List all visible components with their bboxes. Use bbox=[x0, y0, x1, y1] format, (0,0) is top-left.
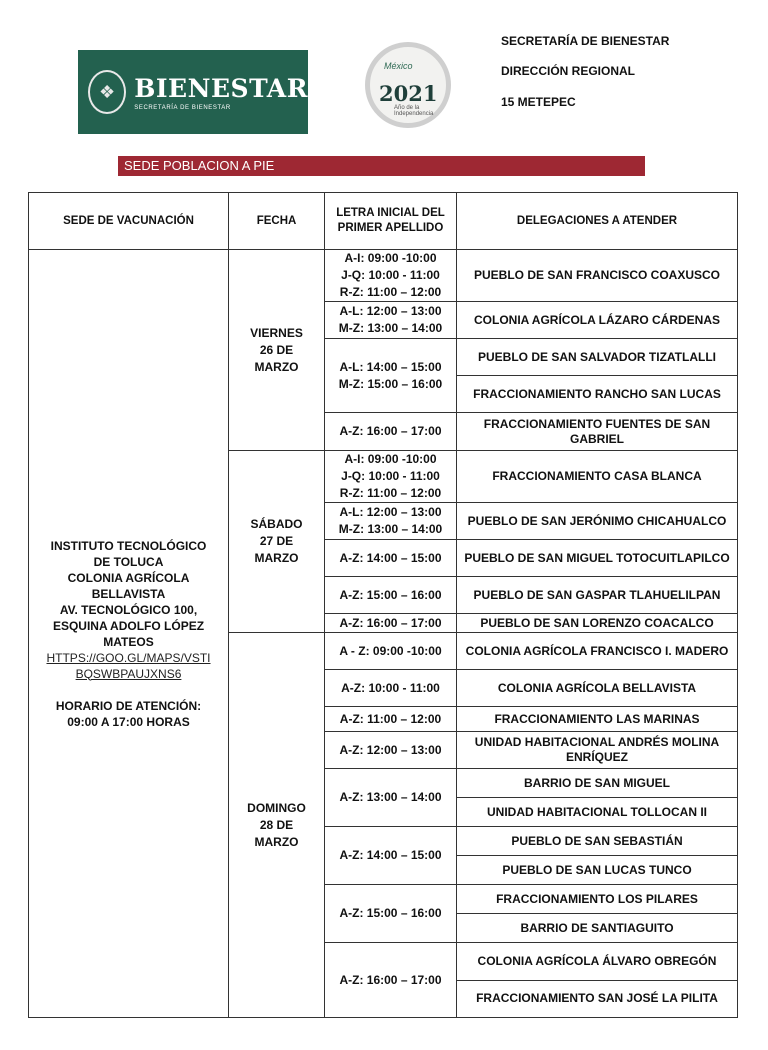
site-line: BELLAVISTA bbox=[91, 586, 166, 601]
time-slot: J-Q: 10:00 - 11:00 bbox=[341, 268, 440, 282]
time-slot: J-Q: 10:00 - 11:00 bbox=[341, 469, 440, 483]
time-slot: R-Z: 11:00 – 12:00 bbox=[339, 285, 442, 299]
delegation-cell: PUEBLO DE SAN GASPAR TLAHUELILPAN bbox=[457, 577, 738, 614]
time-slot: A-Z: 14:00 – 15:00 bbox=[339, 550, 442, 565]
delegation-cell: PUEBLO DE SAN LUCAS TUNCO bbox=[457, 856, 738, 885]
site-line: DE TOLUCA bbox=[93, 554, 164, 569]
time-slot: A-L: 14:00 – 15:00 bbox=[339, 359, 442, 374]
header-line-direccion: DIRECCIÓN REGIONAL bbox=[501, 64, 636, 78]
delegation-cell: COLONIA AGRÍCOLA FRANCISCO I. MADERO bbox=[457, 633, 738, 670]
time-slot: A-Z: 16:00 – 17:00 bbox=[339, 972, 442, 987]
delegation-cell: FRACCIONAMIENTO CASA BLANCA bbox=[457, 451, 738, 503]
site-line: AV. TECNOLÓGICO 100, bbox=[59, 602, 198, 617]
time-slot: A-I: 09:00 -10:00 bbox=[344, 251, 437, 265]
delegation-cell: FRACCIONAMIENTO RANCHO SAN LUCAS bbox=[457, 376, 738, 413]
delegation-cell: BARRIO DE SANTIAGUITO bbox=[457, 914, 738, 943]
hours-line: HORARIO DE ATENCIÓN: bbox=[55, 698, 202, 713]
delegation-cell: FRACCIONAMIENTO LOS PILARES bbox=[457, 885, 738, 914]
maps-link[interactable]: HTTPS://GOO.GL/MAPS/VSTI bbox=[46, 650, 211, 665]
header-delegaciones: DELEGACIONES A ATENDER bbox=[457, 193, 738, 250]
time-cell bbox=[325, 732, 457, 769]
time-slot: A-Z: 11:00 – 12:00 bbox=[339, 711, 442, 726]
delegation-cell: FRACCIONAMIENTO FUENTES DE SAN GABRIEL bbox=[457, 413, 738, 451]
date-line: 27 DE bbox=[259, 534, 294, 548]
time-slot: A-L: 12:00 – 13:00 bbox=[339, 304, 442, 318]
time-slot: A-I: 09:00 -10:00 bbox=[344, 452, 437, 466]
time-cell bbox=[325, 827, 457, 885]
delegation-cell: UNIDAD HABITACIONAL TOLLOCAN II bbox=[457, 798, 738, 827]
time-slot: A-Z: 15:00 – 16:00 bbox=[339, 906, 442, 920]
delegation-cell: PUEBLO DE SAN SEBASTIÁN bbox=[457, 827, 738, 856]
date-line: SÁBADO bbox=[250, 517, 303, 531]
site-line: ESQUINA ADOLFO LÓPEZ bbox=[52, 618, 205, 633]
logo-title: BIENESTAR bbox=[134, 73, 308, 103]
table-row bbox=[29, 250, 738, 302]
delegation-cell: FRACCIONAMIENTO SAN JOSÉ LA PILITA bbox=[457, 980, 738, 1018]
header-fecha: FECHA bbox=[229, 193, 325, 250]
delegation-cell: PUEBLO DE SAN FRANCISCO COAXUSCO bbox=[457, 250, 738, 302]
date-cell bbox=[229, 250, 325, 451]
time-cell bbox=[325, 503, 457, 540]
time-cell bbox=[325, 633, 457, 670]
time-slot: A-Z: 14:00 – 15:00 bbox=[339, 848, 442, 862]
date-line: VIERNES bbox=[250, 325, 303, 340]
delegation-cell: PUEBLO DE SAN MIGUEL TOTOCUITLAPILCO bbox=[457, 540, 738, 577]
time-cell bbox=[325, 250, 457, 302]
time-slot: A-Z: 16:00 – 17:00 bbox=[339, 615, 442, 630]
time-slot: A-Z: 15:00 – 16:00 bbox=[339, 587, 442, 602]
time-cell bbox=[325, 413, 457, 451]
spacer bbox=[31, 682, 226, 698]
section-banner: SEDE POBLACION A PIE bbox=[118, 156, 645, 176]
delegation-cell: COLONIA AGRÍCOLA BELLAVISTA bbox=[457, 670, 738, 707]
time-slot: M-Z: 13:00 – 14:00 bbox=[338, 522, 443, 536]
header-line-secretaria: SECRETARÍA DE BIENESTAR bbox=[501, 34, 670, 48]
time-slot: M-Z: 15:00 – 16:00 bbox=[338, 376, 443, 391]
date-line: 26 DE bbox=[259, 342, 294, 357]
time-cell bbox=[325, 885, 457, 943]
schedule-table bbox=[28, 192, 738, 1018]
delegation-cell: PUEBLO DE SAN SALVADOR TIZATLALLI bbox=[457, 339, 738, 376]
delegation-cell: UNIDAD HABITACIONAL ANDRÉS MOLINA ENRÍQUEZ bbox=[457, 732, 738, 769]
time-slot: A-Z: 13:00 – 14:00 bbox=[339, 790, 442, 804]
date-line: MARZO bbox=[254, 551, 299, 565]
mexico-seal-icon: ❖ bbox=[88, 70, 126, 114]
time-cell bbox=[325, 943, 457, 1018]
site-line: INSTITUTO TECNOLÓGICO bbox=[50, 538, 207, 553]
time-cell bbox=[325, 577, 457, 614]
badge-year: 2021 bbox=[379, 81, 438, 106]
date-line: MARZO bbox=[254, 359, 299, 374]
date-cell bbox=[229, 633, 325, 1018]
time-cell bbox=[325, 451, 457, 503]
delegation-cell: COLONIA AGRÍCOLA ÁLVARO OBREGÓN bbox=[457, 943, 738, 981]
badge-subtitle: Año de la Independencia bbox=[394, 105, 434, 117]
time-cell bbox=[325, 302, 457, 339]
delegation-cell: BARRIO DE SAN MIGUEL bbox=[457, 769, 738, 798]
header-letra: LETRA INICIAL DEL PRIMER APELLIDO bbox=[325, 193, 457, 250]
site-cell bbox=[29, 250, 229, 1018]
logo-subtitle: SECRETARÍA DE BIENESTAR bbox=[134, 104, 231, 111]
time-slot: A - Z: 09:00 -10:00 bbox=[339, 643, 442, 658]
time-slot: R-Z: 11:00 – 12:00 bbox=[339, 486, 442, 500]
delegation-cell: FRACCIONAMIENTO LAS MARINAS bbox=[457, 707, 738, 732]
time-cell bbox=[325, 339, 457, 413]
time-cell bbox=[325, 769, 457, 827]
delegation-cell: PUEBLO DE SAN JERÓNIMO CHICAHUALCO bbox=[457, 503, 738, 540]
badge-top-text: México bbox=[384, 61, 413, 71]
site-line: MATEOS bbox=[103, 634, 154, 649]
time-cell bbox=[325, 540, 457, 577]
mexico-2021-badge bbox=[365, 42, 451, 128]
header-line-region: 15 METEPEC bbox=[501, 95, 576, 109]
delegation-cell: PUEBLO DE SAN LORENZO COACALCO bbox=[457, 614, 738, 633]
time-slot: A-Z: 12:00 – 13:00 bbox=[339, 742, 442, 757]
time-cell bbox=[325, 707, 457, 732]
header-sede: SEDE DE VACUNACIÓN bbox=[29, 193, 229, 250]
date-line: 28 DE bbox=[259, 817, 294, 832]
time-slot: A-L: 12:00 – 13:00 bbox=[339, 505, 442, 519]
bienestar-logo bbox=[78, 50, 308, 134]
maps-link[interactable]: BQSWBPAUJXNS6 bbox=[75, 666, 182, 681]
time-cell bbox=[325, 670, 457, 707]
date-line: DOMINGO bbox=[247, 800, 306, 815]
time-cell bbox=[325, 614, 457, 633]
date-line: MARZO bbox=[254, 834, 299, 849]
time-slot: A-Z: 16:00 – 17:00 bbox=[339, 424, 442, 438]
time-slot: A-Z: 10:00 - 11:00 bbox=[341, 680, 440, 695]
site-line: COLONIA AGRÍCOLA bbox=[67, 570, 190, 585]
header-row bbox=[29, 193, 738, 250]
hours-line: 09:00 A 17:00 HORAS bbox=[67, 714, 190, 729]
date-cell bbox=[229, 451, 325, 633]
delegation-cell: COLONIA AGRÍCOLA LÁZARO CÁRDENAS bbox=[457, 302, 738, 339]
time-slot: M-Z: 13:00 – 14:00 bbox=[338, 321, 443, 335]
